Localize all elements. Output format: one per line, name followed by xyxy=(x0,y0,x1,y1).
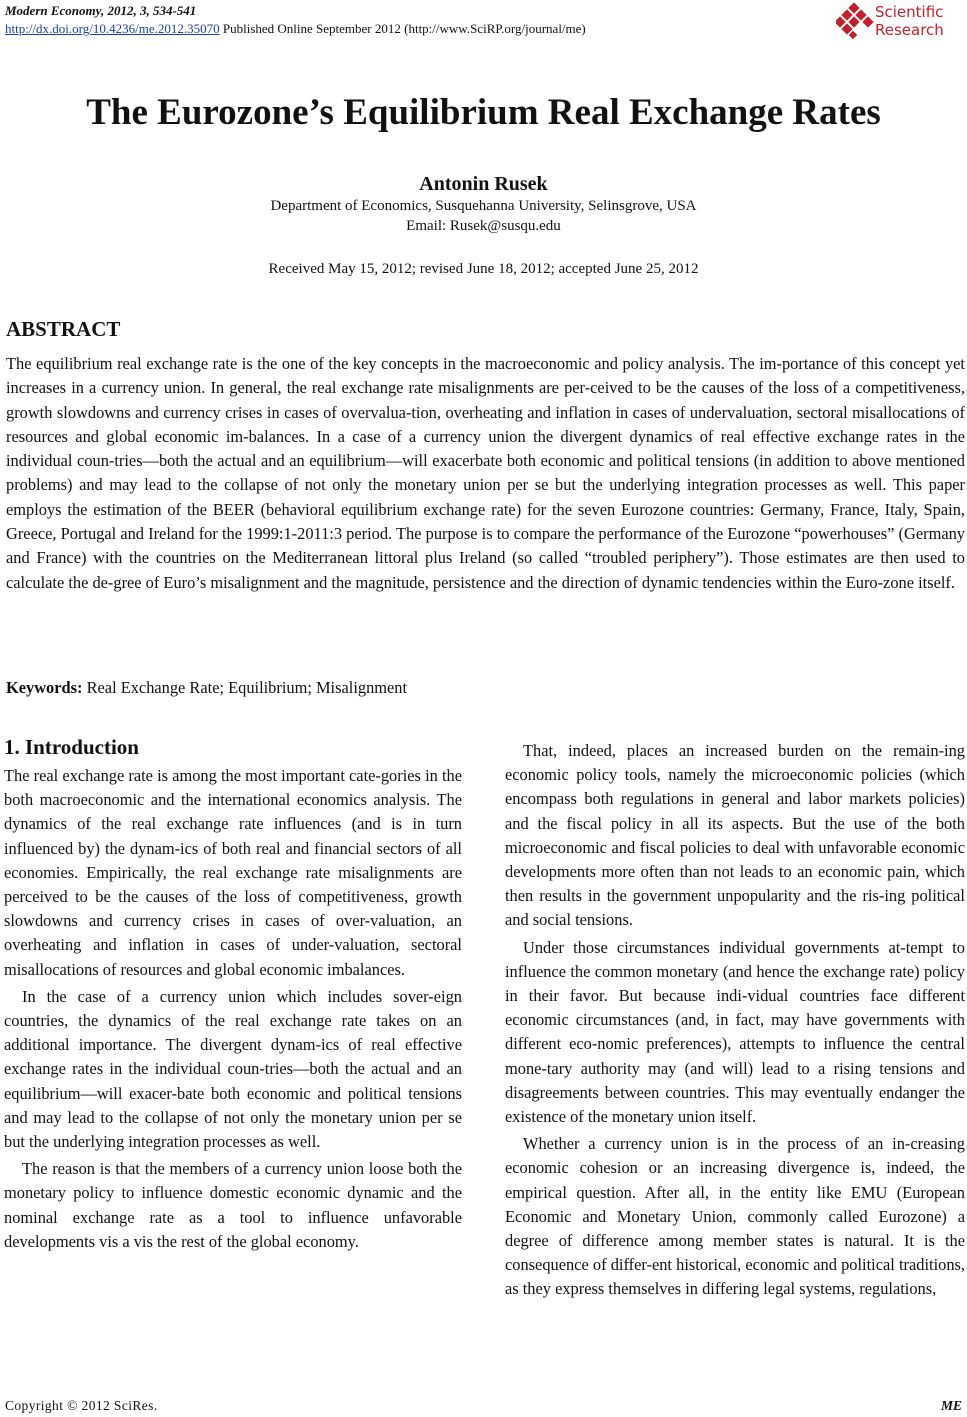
author-affiliation: Department of Economics, Susquehanna University, Selinsgrove, USA xyxy=(270,198,697,214)
paragraph: Under those circumstances individual governments at-tempt to influence the common monetary (and hence the exchange rate) policy in their favor. But because indi-vidual countries face different economic circumstances (and, in fact, may have governments with different eco-nomic preferences), attempts to influence the central mone-tary authority may (and will) lead to a rising tensions and disagreements between countries. This may eventually endanger the existence of the monetary union itself. xyxy=(505,937,965,1127)
left-column xyxy=(4,764,462,1254)
paragraph: That, indeed, places an increased burden on the remain-ing economic policy tools, namely the microeconomic policies (which encompass both regulations in general and labor markets policies) and the fiscal policy in all its aspects. But the use of the both microeconomic and fiscal policies to deal with unfavorable economic developments more often than not leads to an economic pain, which then results in the government unpopularity and the ris-ing political and social tensions. xyxy=(505,741,965,930)
copyright-footer: Copyright © 2012 SciRes. xyxy=(5,1398,158,1413)
journal-abbreviation: ME xyxy=(940,1398,962,1413)
publisher-logo xyxy=(836,2,961,44)
paragraph: The real exchange rate is among the most important cate-gories in the both macroeconomic and the international economics analysis. The dynamics of the real exchange rate influences (and is in turn influenced by) the dynam-ics of both real and financial sectors of all economies. Empirically, the real exchange rate misalignments are perceived to be the causes of the loss of competitiveness, growth slowdowns and currency crises in cases of over-valuation, an overheating and inflation in cases of under-valuation, sectoral misallocations of resources and global economic imbalances. xyxy=(4,766,462,979)
abstract-body: The equilibrium real exchange rate is the one of the key concepts in the macroeconomic and policy analysis. The im-portance of this concept yet increases in a currency union. In general, the real exchange rate misalignments are per-ceived to be the causes of the loss of a competitiveness, growth slowdowns and currency crises in cases of overvalua-tion, overheating and inflation in cases of undervaluation, sectoral misallocations of resources and global economic im-balances. In a case of a currency union the divergent dynamics of real effective exchange rates in the individual coun-tries—both the actual and an equilibrium—will exacerbate both economic and political tensions (in addition to above mentioned problems) and may lead to the collapse of not only the monetary union per se but the underlying integration processes as well. This paper employs the estimation of the BEER (behavioral equilibrium exchange rate) for the seven Eurozone countries: Germany, France, Italy, Spain, Greece, Portugal and Ireland for the 1999:1-2011:3 period. The purpose is to compare the performance of the Eurozone “powerhouses” (Germany and France) with the countries on the Mediterranean littoral plus Ireland (so called “troubled periphery”). Those estimates are then used to calculate the de-gree of Euro’s misalignment and the magnitude, persistence and the direction of dynamic tendencies within the Euro-zone itself. xyxy=(6,354,965,592)
keywords-line xyxy=(6,677,407,699)
paper-title: The Eurozone’s Equilibrium Real Exchange Rates xyxy=(86,92,881,133)
author-name: Antonin Rusek xyxy=(419,173,548,195)
paragraph: In the case of a currency union which includes sover-eign countries, the dynamics of the real exchange rate takes on an additional importance. The divergent dynam-ics of real effective exchange rates in the individual coun-tries—both the actual and an equilibrium—will exacer-bate both economic and political tensions and may lead to the collapse of not only the monetary union per se but the underlying integration processes as well. xyxy=(4,986,462,1152)
keywords-label: Keywords: xyxy=(6,678,83,697)
published-info: Published Online September 2012 (http://www.SciRP.org/journal/me) xyxy=(222,21,586,36)
running-header xyxy=(5,2,586,38)
paragraph: The reason is that the members of a currency union loose both the monetary policy to influence domestic economic dynamic and the nominal exchange rate as a tool to influence unfavorable developments vis a vis the rest of the global economy. xyxy=(4,1159,462,1251)
doi-link[interactable]: http://dx.doi.org/10.4236/me.2012.35070 xyxy=(5,21,220,36)
right-column xyxy=(505,739,965,1302)
doi-line xyxy=(5,20,586,38)
abstract-heading: ABSTRACT xyxy=(6,317,121,341)
logo-line-1: Scientific xyxy=(875,3,944,21)
keywords-text: Real Exchange Rate; Equilibrium; Misalignment xyxy=(82,678,408,697)
journal-citation xyxy=(5,2,586,20)
journal-name: Modern Economy xyxy=(5,3,101,18)
received-dates: Received May 15, 2012; revised June 18, 2012; accepted June 25, 2012 xyxy=(268,261,699,277)
paragraph: Whether a currency union is in the process of an in-creasing economic cohesion or an increasing divergence is, indeed, the empirical question. After all, in the entity like EMU (European Economic and Monetary Union, commonly called Eurozone) a degree of difference among member states is natural. It is the consequence of differ-ent historical, economic and political traditions, as they express themselves in differing legal systems, regulations, xyxy=(505,1134,965,1299)
section-heading-introduction: 1. Introduction xyxy=(4,735,139,759)
scirp-diamond-icon xyxy=(836,2,874,40)
author-email: Email: Rusek@susqu.edu xyxy=(406,218,561,234)
logo-line-2: Research xyxy=(875,21,944,39)
journal-volume: , 2012, 3, 534-541 xyxy=(100,3,197,18)
